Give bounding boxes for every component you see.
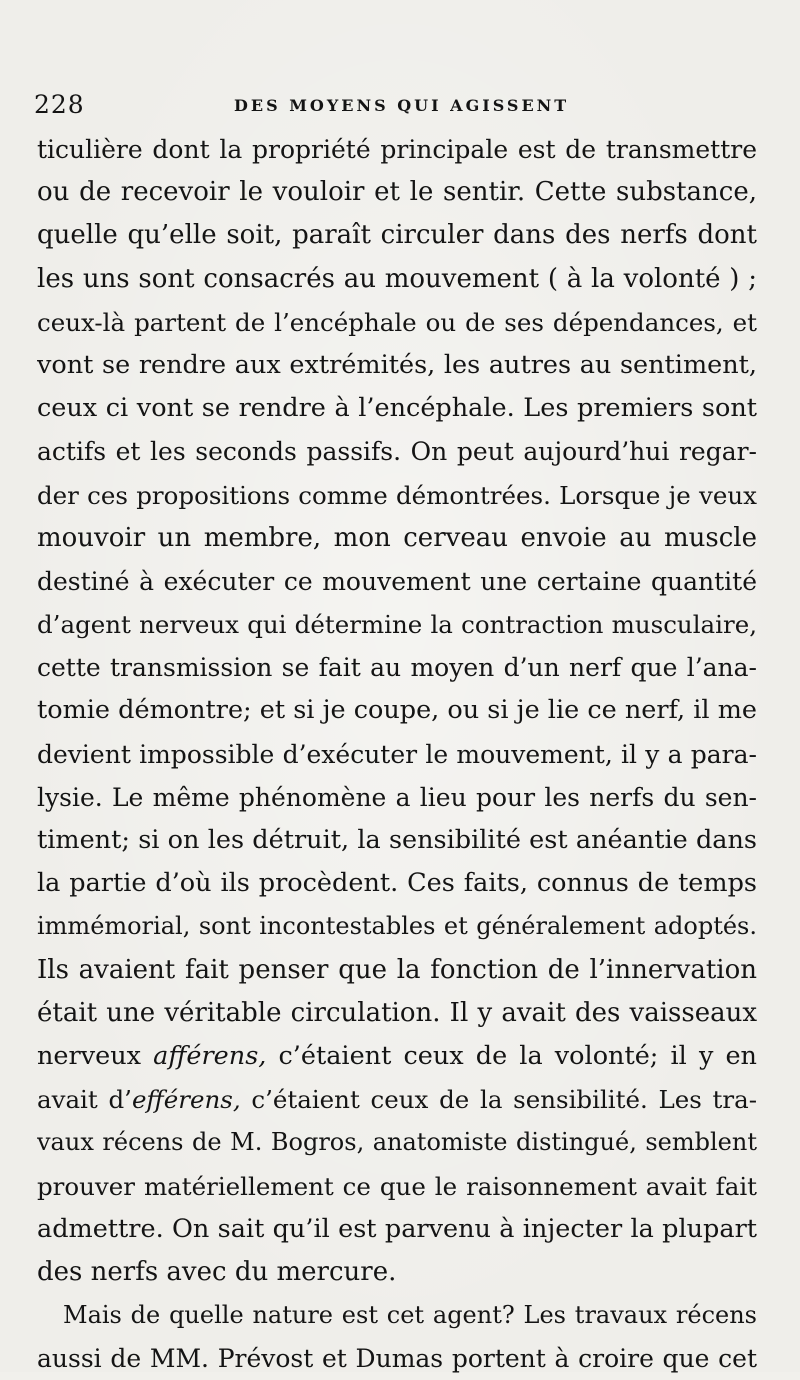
- text-line: timent; si on les détruit, la sensibilité est anéantie dans: [37, 825, 757, 855]
- text-segment: c’étaient ceux de la sensibilité. Les tra-: [240, 1085, 757, 1115]
- text-line: Ils avaient fait penser que la fonction de l’innervation: [37, 954, 757, 985]
- text-line: ticulière dont la propriété principale est de transmettre: [37, 135, 757, 164]
- text-line: admettre. On sait qu’il est parvenu à injecter la plupart: [37, 1213, 757, 1244]
- text-line: der ces propositions comme démontrées. Lorsque je veux: [37, 480, 757, 510]
- text-line: mouvoir un membre, mon cerveau envoie au muscle: [37, 522, 757, 553]
- text-line: tomie démontre; et si je coupe, ou si je lie ce nerf, il me: [37, 695, 757, 726]
- text-line: prouver matériellement ce que le raisonnement avait fait: [37, 1171, 757, 1201]
- text-segment: avait d’: [37, 1085, 132, 1115]
- text-line: devient impossible d’exécuter le mouvement, il y a para-: [37, 739, 757, 769]
- text-line: la partie d’où ils procèdent. Ces faits, connus de temps: [37, 868, 757, 899]
- text-line: les uns sont consacrés au mouvement ( à la volonté ) ;: [37, 263, 757, 294]
- text-line: destiné à exécuter ce mouvement une certaine quantité: [37, 566, 757, 596]
- italic-term: afférens,: [153, 1040, 267, 1071]
- text-line: actifs et les seconds passifs. On peut aujourd’hui regar-: [37, 437, 757, 467]
- running-head: DES MOYENS QUI AGISSENT: [234, 96, 570, 115]
- text-segment: c’étaient ceux de la volonté; il y en: [266, 1040, 757, 1071]
- text-segment: nerveux: [37, 1040, 154, 1071]
- text-line: [37, 1078, 757, 1121]
- text-line: immémorial, sont incontestables et généralement adoptés.: [37, 912, 757, 941]
- text-line: aussi de MM. Prévost et Dumas portent à croire que cet: [37, 1344, 757, 1374]
- italic-term: efférens,: [131, 1085, 241, 1115]
- text-line: ceux-là partent de l’encéphale ou de ses dépendances, et: [37, 307, 757, 337]
- text-line: cette transmission se fait au moyen d’un nerf que l’ana-: [37, 653, 757, 683]
- page-header: [34, 90, 754, 126]
- text-line: quelle qu’elle soit, paraît circuler dans des nerfs dont: [37, 220, 757, 251]
- text-line: vaux récens de M. Bogros, anatomiste distingué, semblent: [37, 1128, 757, 1157]
- text-line: [37, 1035, 757, 1078]
- body-text: [37, 128, 757, 1380]
- text-line: ceux ci vont se rendre à l’encéphale. Les premiers sont: [37, 393, 757, 424]
- text-line: lysie. Le même phénomène a lieu pour les nerfs du sen-: [37, 782, 757, 812]
- text-line: des nerfs avec du mercure.: [37, 1256, 397, 1287]
- page-number: 228: [34, 90, 85, 119]
- text-line: était une véritable circulation. Il y avait des vaisseaux: [37, 997, 757, 1028]
- text-line: Mais de quelle nature est cet agent? Les travaux récens: [63, 1301, 757, 1330]
- text-line: ou de recevoir le vouloir et le sentir. Cette substance,: [37, 177, 757, 208]
- text-line: vont se rendre aux extrémités, les autres au sentiment,: [37, 349, 757, 380]
- text-line: d’agent nerveux qui détermine la contraction musculaire,: [37, 610, 757, 640]
